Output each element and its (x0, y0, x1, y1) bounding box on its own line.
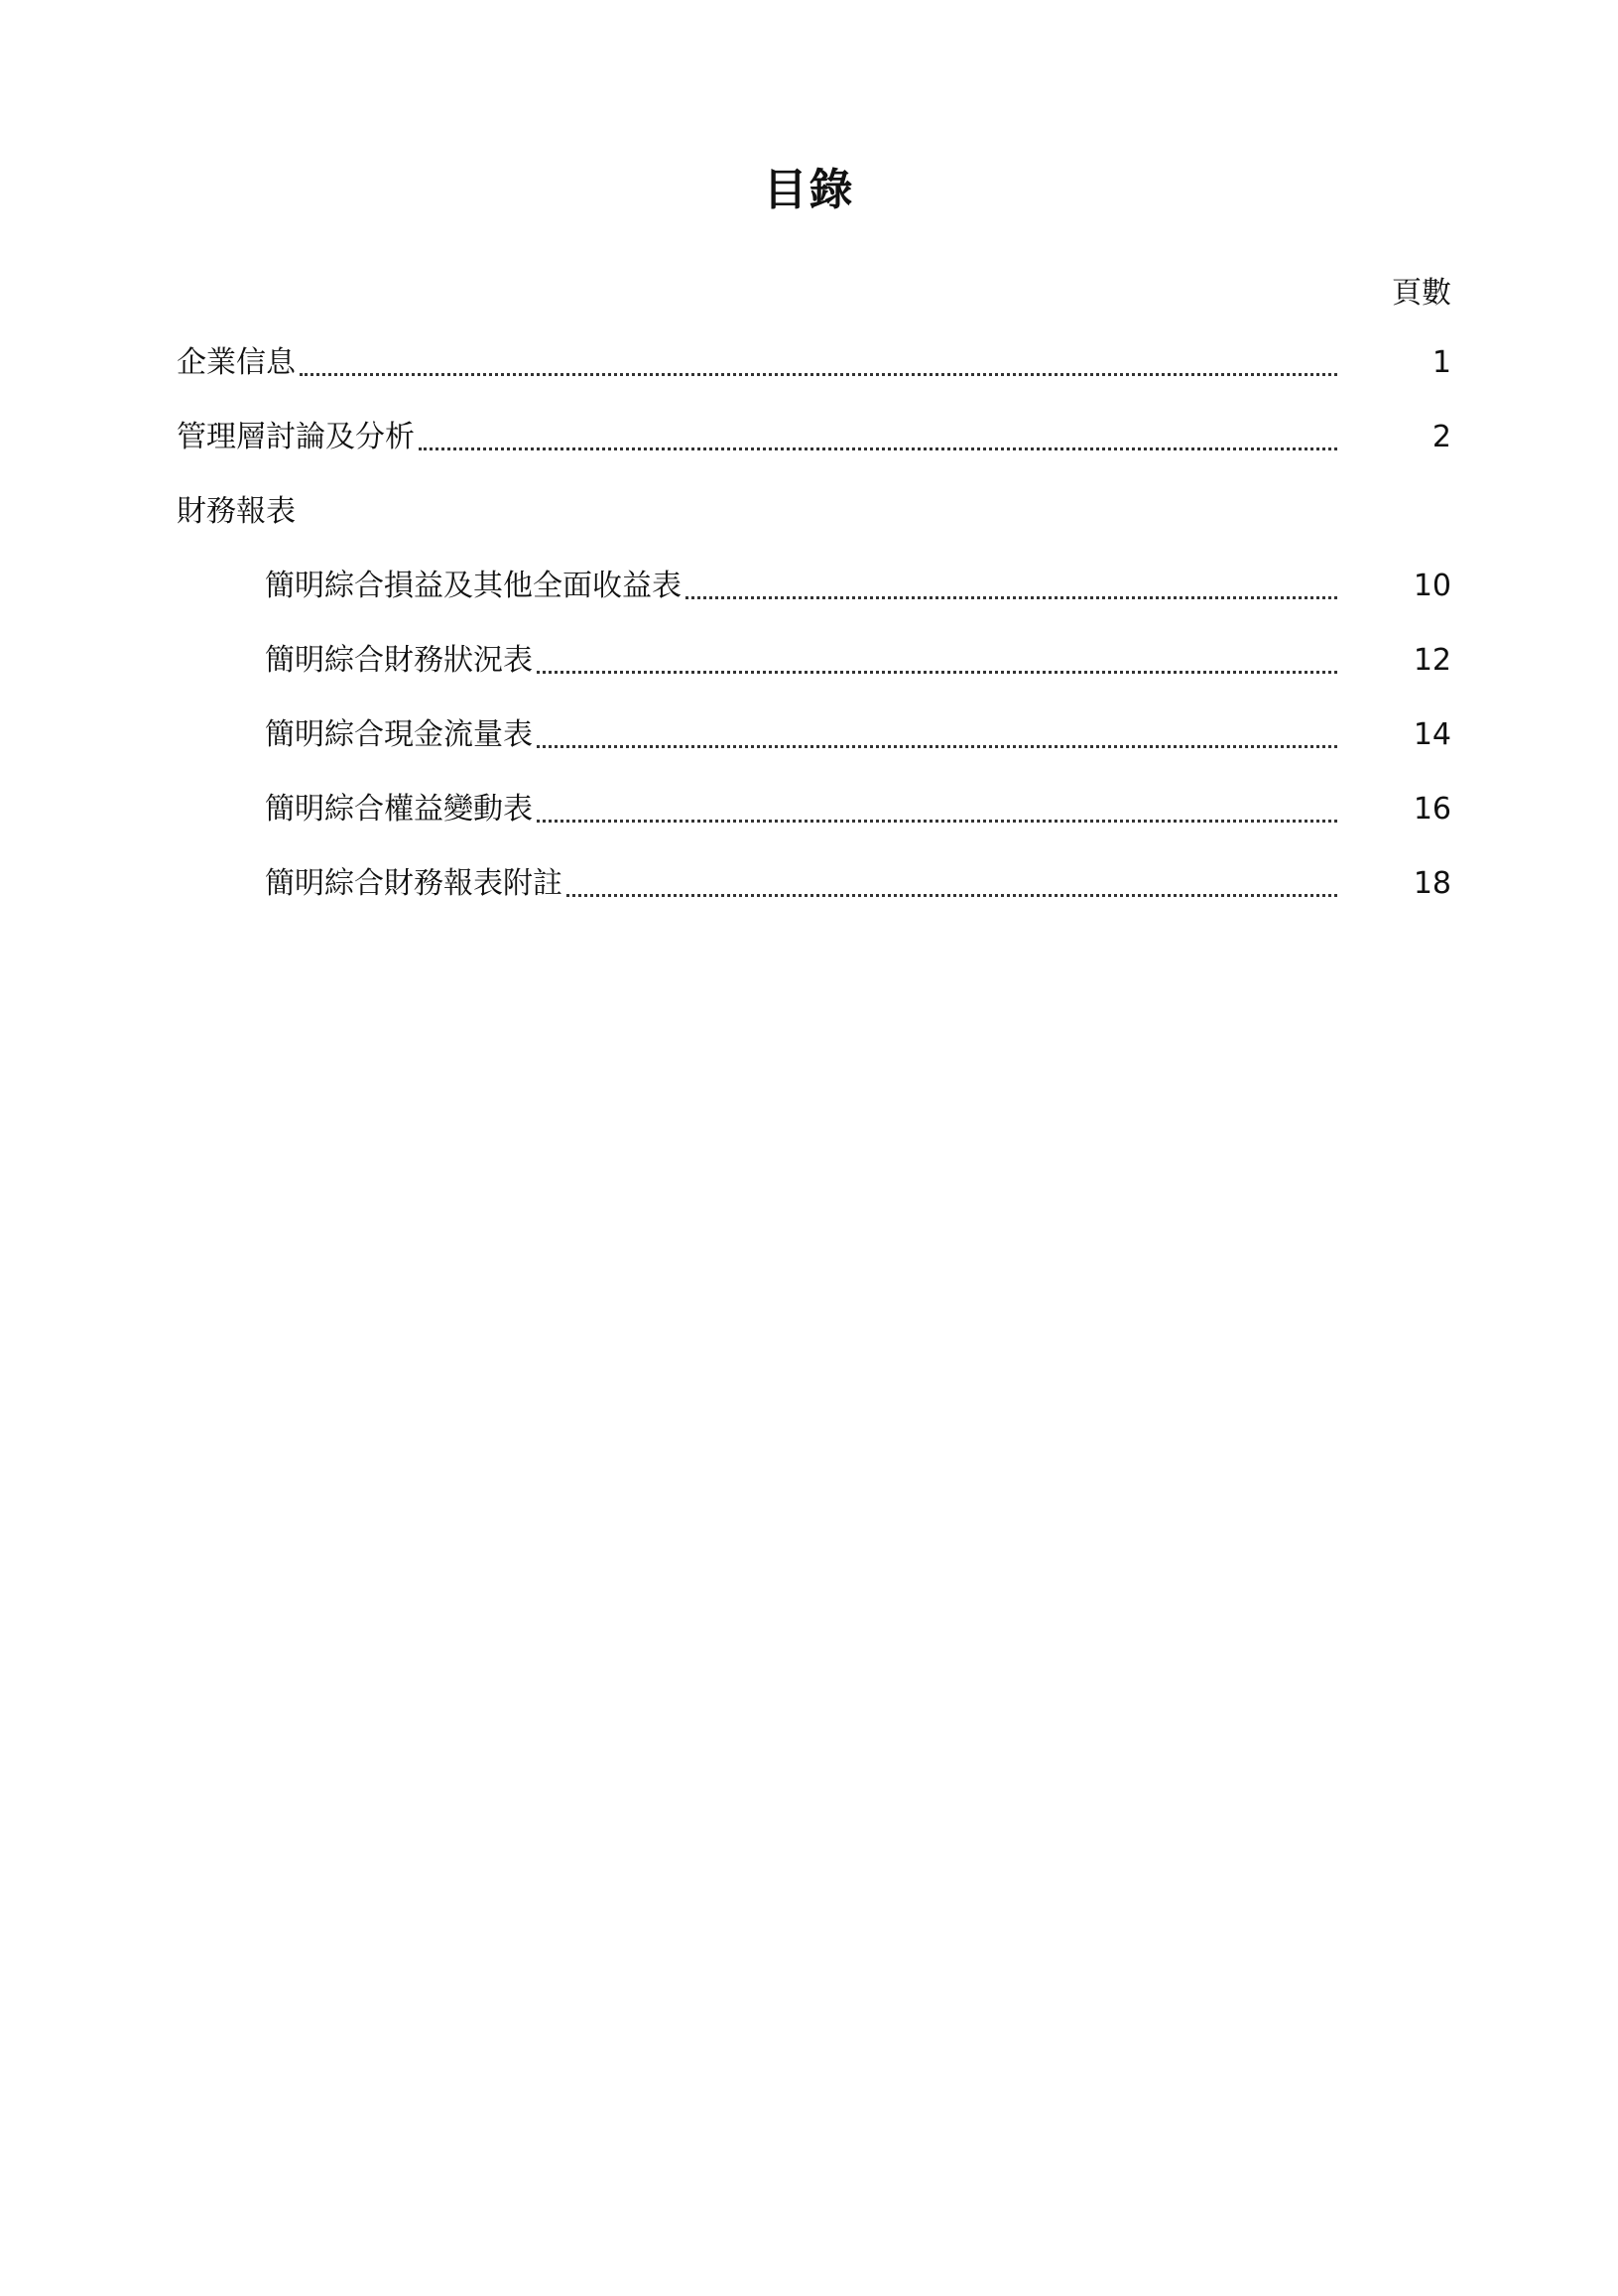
dot-leader (537, 715, 1337, 755)
dot-leader (537, 641, 1337, 681)
toc-subentry-label: 簡明綜合損益及其他全面收益表 (265, 567, 685, 606)
toc-subentry-label: 簡明綜合財務報表附註 (265, 864, 566, 904)
toc-subentry-page-number: 10 (1413, 569, 1451, 603)
toc-subentry-page-number: 18 (1413, 866, 1451, 901)
toc-subentry-page-number: 16 (1413, 792, 1451, 827)
dot-leader (419, 418, 1337, 457)
toc-subentry-label: 簡明綜合財務狀況表 (265, 641, 537, 681)
toc-subentry[interactable] (265, 711, 1337, 755)
page-number-column-header: 頁數 (1392, 276, 1451, 311)
toc-subentry[interactable] (265, 860, 1337, 904)
toc-entry-page-number: 1 (1431, 345, 1451, 380)
toc-subentry-label: 簡明綜合現金流量表 (265, 715, 537, 755)
page-title: 目錄 (763, 165, 855, 215)
toc-subentry[interactable] (265, 563, 1337, 606)
toc-entry-label: 企業信息 (177, 343, 300, 383)
dot-leader (537, 790, 1337, 829)
toc-entry-company-info[interactable] (177, 339, 1337, 383)
toc-subentry-page-number: 14 (1413, 717, 1451, 752)
toc-subentry[interactable] (265, 786, 1337, 829)
toc-subentry[interactable] (265, 637, 1337, 681)
toc-section-financial-statements: 財務報表 (177, 494, 296, 529)
toc-entry-label: 管理層討論及分析 (177, 418, 419, 457)
dot-leader (566, 864, 1337, 904)
dot-leader (685, 567, 1337, 606)
toc-subentry-label: 簡明綜合權益變動表 (265, 790, 537, 829)
dot-leader (300, 343, 1337, 383)
toc-subentry-page-number: 12 (1413, 643, 1451, 678)
toc-entry-page-number: 2 (1431, 420, 1451, 454)
toc-entry-mdna[interactable] (177, 414, 1337, 457)
